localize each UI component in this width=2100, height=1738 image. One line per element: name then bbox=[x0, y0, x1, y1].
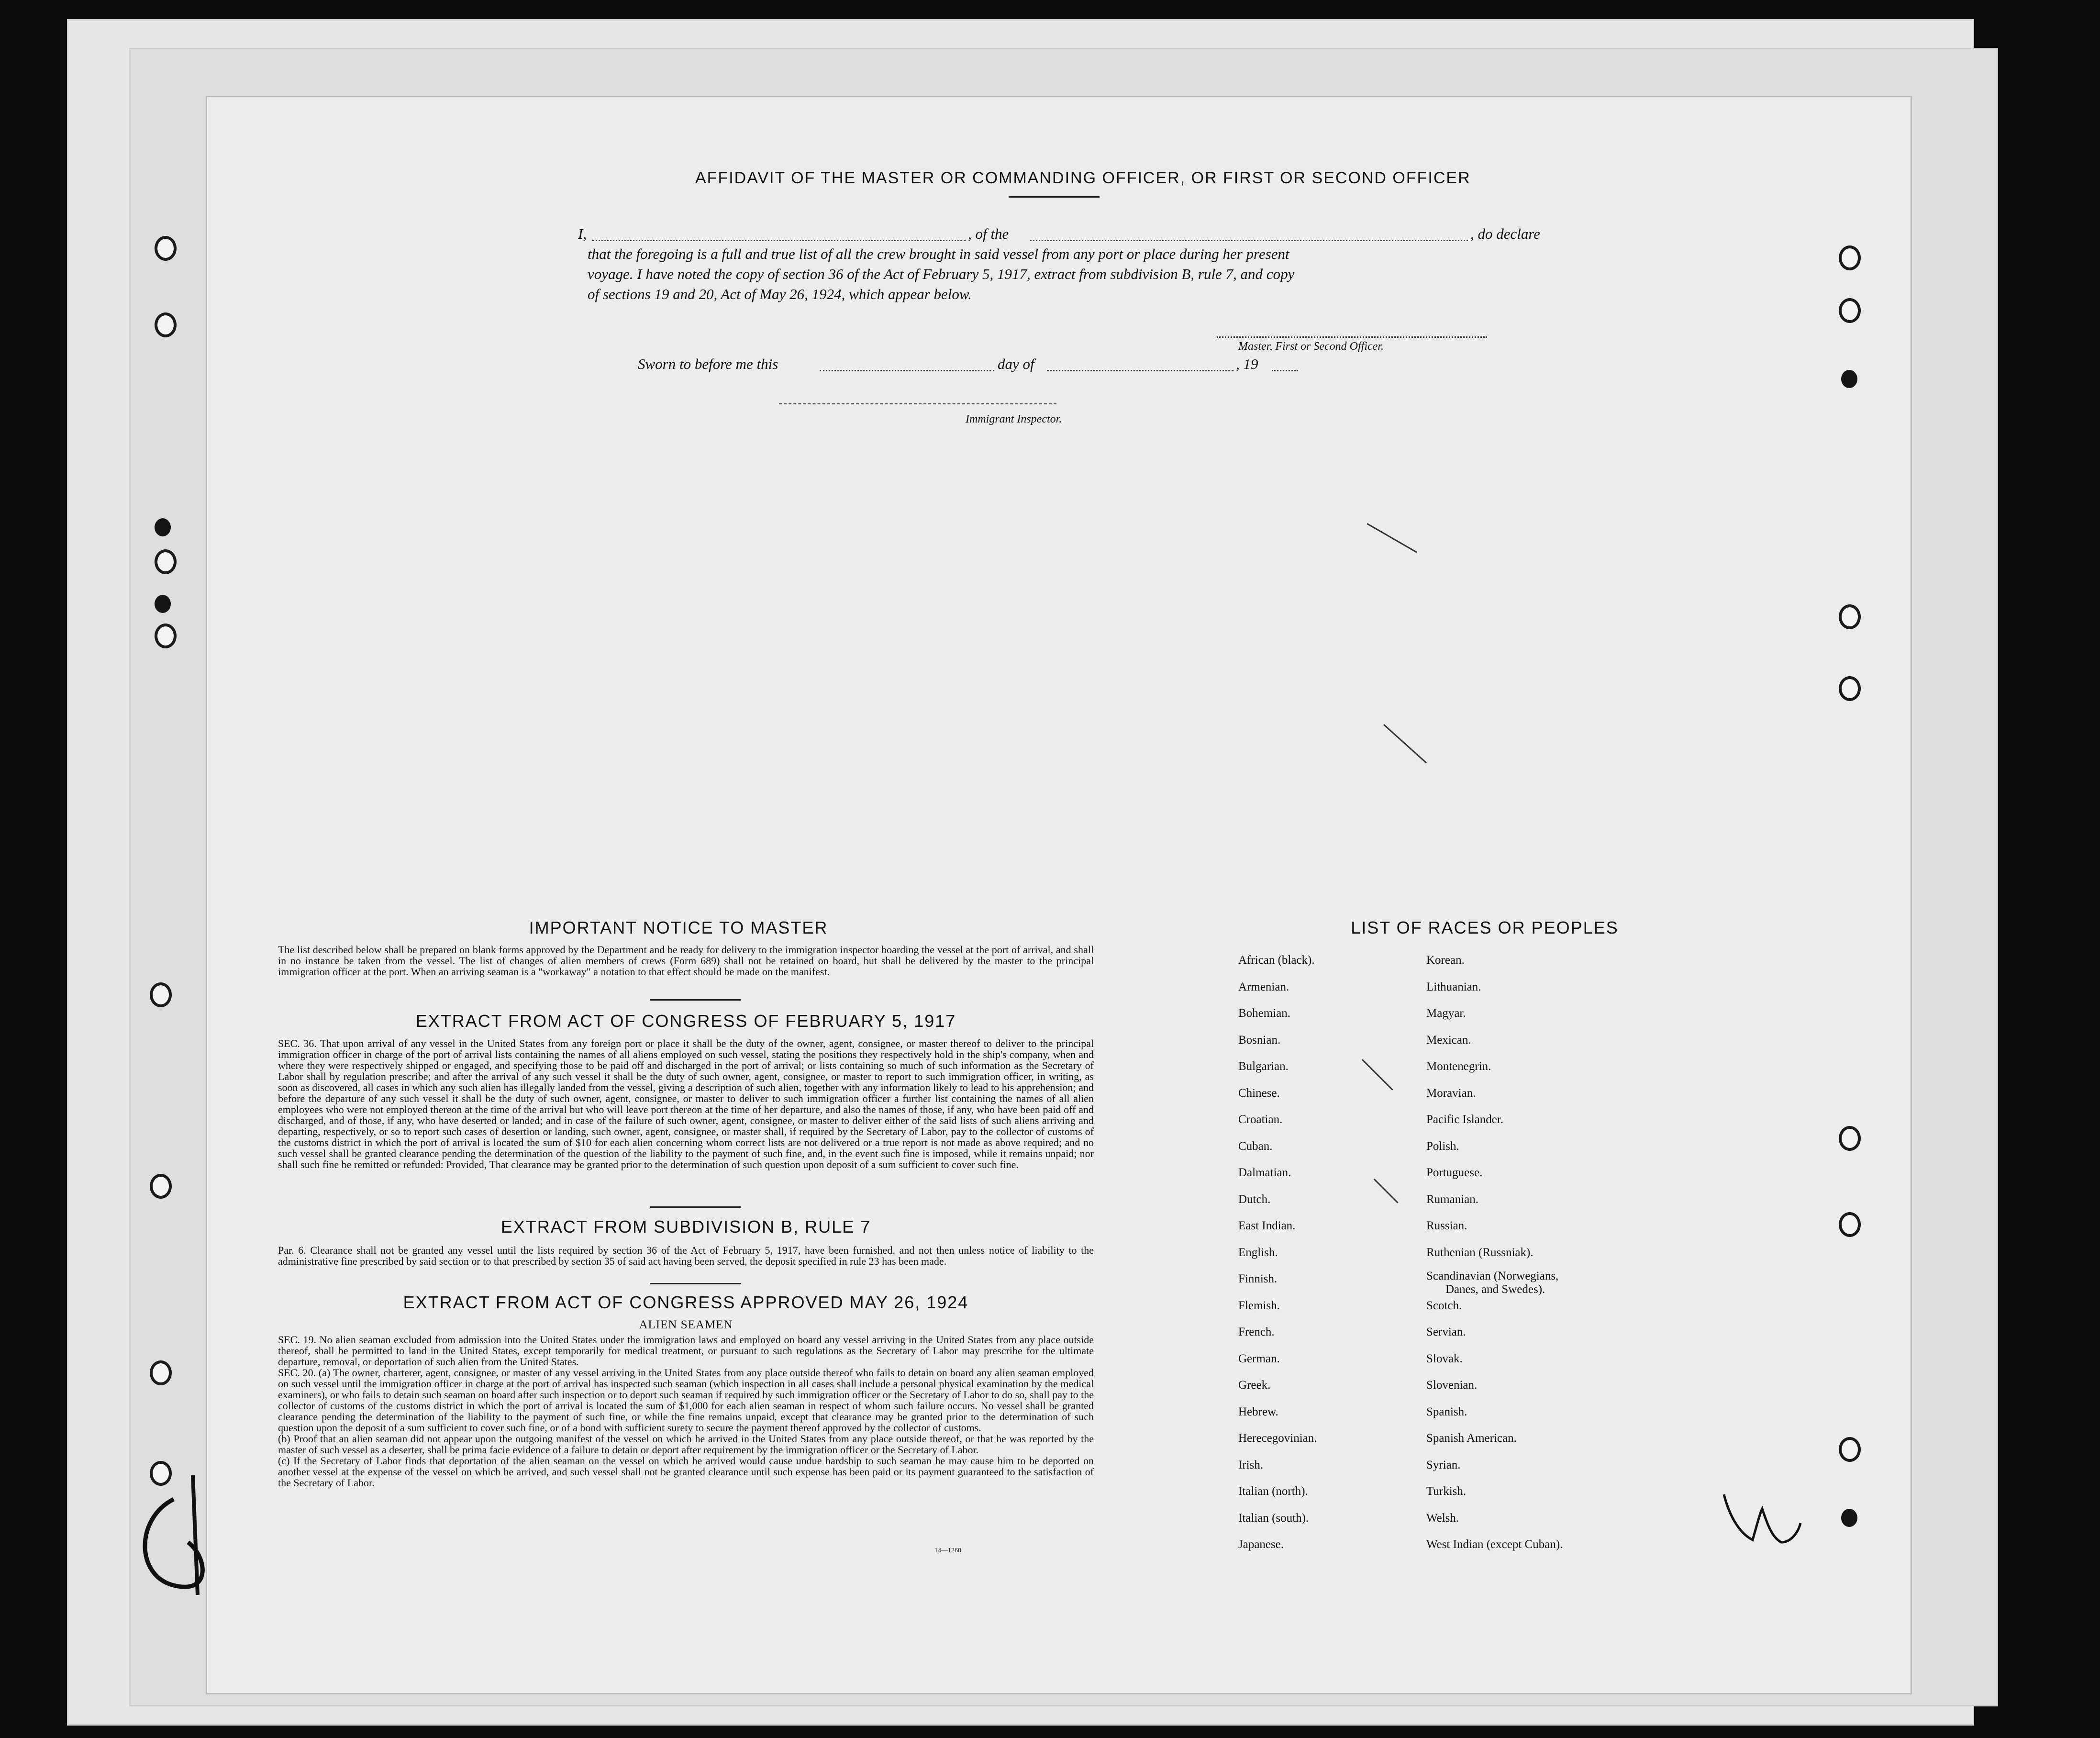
alien-seamen-subtitle: ALIEN SEAMEN bbox=[639, 1318, 733, 1331]
affidavit-line1 bbox=[578, 225, 1729, 245]
race-item: Dalmatian. bbox=[1238, 1166, 1291, 1179]
race-item: Armenian. bbox=[1238, 980, 1289, 993]
document-page bbox=[206, 96, 1912, 1694]
handwritten-mark bbox=[1719, 1490, 1805, 1547]
races-title: LIST OF RACES OR PEOPLES bbox=[1351, 918, 1619, 937]
race-item: Bosnian. bbox=[1238, 1033, 1281, 1047]
punch-hole bbox=[1839, 676, 1861, 701]
race-item: Moravian. bbox=[1426, 1086, 1476, 1100]
affidavit-line4: of sections 19 and 20, Act of May 26, 1924, which appear below. bbox=[588, 286, 972, 302]
affidavit-line3: voyage. I have noted the copy of section 36 of the Act of February 5, 1917, extract from subdivision B, rule 7, and copy bbox=[588, 266, 1295, 282]
sworn-year-blank bbox=[1272, 370, 1298, 371]
extract-rule7-body: Par. 6. Clearance shall not be granted any vessel until the lists required by section 36 of the Act of February 5, 1917, have been furnished, and not then unless notice of liability to the administrative fine prescribed by said section or to that prescribed by section 35 of said act having been served, the deposit specified in rule 23 has been made. bbox=[278, 1244, 1094, 1267]
of-the: , of the bbox=[968, 225, 1009, 242]
punch-hole bbox=[155, 518, 171, 536]
notice-body: The list described below shall be prepared on blank forms approved by the Department and be ready for delivery to the immigration inspector boarding the vessel at the port of arrival, and shall in no instance be taken from the vessel. The list of changes of alien members of crews (Form 689) shall not be retained on board, but shall be delivered by the master to the principal immigration officer at the port. When an arriving seaman is a "workaway" a notation to that effect should be made on the manifest. bbox=[278, 944, 1094, 978]
race-item: Russian. bbox=[1426, 1219, 1467, 1232]
punch-hole bbox=[150, 1174, 172, 1199]
signer-caption: Master, First or Second Officer. bbox=[1238, 340, 1384, 353]
title-divider bbox=[1009, 196, 1100, 198]
section-divider bbox=[650, 1283, 741, 1284]
races-column-2 bbox=[1426, 954, 1694, 1566]
punch-hole bbox=[1839, 298, 1861, 323]
punch-hole bbox=[155, 595, 171, 613]
section-divider bbox=[650, 999, 741, 1001]
race-item: Japanese. bbox=[1238, 1538, 1284, 1551]
inspector-caption: Immigrant Inspector. bbox=[966, 413, 1062, 425]
punch-hole bbox=[1839, 1437, 1861, 1462]
extract-1924-title: EXTRACT FROM ACT OF CONGRESS APPROVED MAY 26, 1924 bbox=[403, 1292, 969, 1312]
race-item: Spanish American. bbox=[1426, 1432, 1517, 1445]
race-item: Slovenian. bbox=[1426, 1379, 1478, 1392]
sec20b-text: (b) Proof that an alien seaman did not appear upon the outgoing manifest of the vessel on which he arrived in the United States from any place outside thereof, or that he was reported by the master of such vessel as a deserter, shall be prima facie evidence of a failure to detain or deport after requirement by the immigration officer or the Secretary of Labor. bbox=[278, 1433, 1094, 1456]
extract-1917-title: EXTRACT FROM ACT OF CONGRESS OF FEBRUARY 5, 1917 bbox=[415, 1011, 956, 1031]
race-item: Pacific Islander. bbox=[1426, 1113, 1504, 1126]
punch-hole bbox=[1839, 604, 1861, 629]
punch-hole bbox=[155, 312, 177, 337]
race-item: Dutch. bbox=[1238, 1192, 1271, 1206]
race-item: Bohemian. bbox=[1238, 1007, 1291, 1020]
sec19-text: SEC. 19. No alien seaman excluded from admission into the United States under the immigration laws and employed on board any vessel arriving in the United States from any place outside thereof, shall be permitted to land in the United States, except temporarily for medical treatment, or pursuant to such regulations as the Secretary of Labor may prescribe for the ultimate departure, removal, or deportation of such alien from the United States. bbox=[278, 1334, 1094, 1368]
section-divider bbox=[650, 1206, 741, 1208]
name-blank bbox=[592, 240, 966, 241]
punch-hole bbox=[155, 549, 177, 574]
race-item: Rumanian. bbox=[1426, 1192, 1479, 1206]
signature-blank bbox=[1217, 336, 1487, 338]
race-item: French. bbox=[1238, 1326, 1275, 1338]
punch-hole bbox=[1839, 245, 1861, 270]
race-item: Scotch. bbox=[1426, 1299, 1462, 1312]
race-item: Herecegovinian. bbox=[1238, 1432, 1317, 1445]
race-item: Servian. bbox=[1426, 1326, 1466, 1338]
pronoun: I, bbox=[578, 225, 587, 242]
race-item: Spanish. bbox=[1426, 1405, 1467, 1418]
affidavit-title: AFFIDAVIT OF THE MASTER OR COMMANDING OFFICER, OR FIRST OR SECOND OFFICER bbox=[695, 169, 1471, 187]
race-item: Turkish. bbox=[1426, 1485, 1467, 1498]
sworn-prefix: Sworn to before me this bbox=[638, 356, 778, 372]
sworn-year: , 19 bbox=[1236, 356, 1258, 372]
race-item: Italian (north). bbox=[1238, 1485, 1308, 1498]
race-item: Bulgarian. bbox=[1238, 1060, 1289, 1073]
sworn-line bbox=[638, 356, 1403, 375]
race-item: Magyar. bbox=[1426, 1007, 1466, 1020]
race-item: Croatian. bbox=[1238, 1113, 1283, 1126]
race-item: Ruthenian (Russniak). bbox=[1426, 1246, 1533, 1259]
race-item: Polish. bbox=[1426, 1139, 1459, 1153]
punch-hole bbox=[155, 624, 177, 648]
race-item: Italian (south). bbox=[1238, 1511, 1309, 1525]
punch-hole bbox=[1841, 1509, 1857, 1527]
race-item: Scandinavian (Norwegians, bbox=[1426, 1270, 1559, 1282]
punch-hole bbox=[150, 1360, 172, 1385]
race-item: Finnish. bbox=[1238, 1272, 1278, 1285]
sec20c-text: (c) If the Secretary of Labor finds that deportation of the alien seaman on the vessel on which he arrived would cause undue hardship to such seaman he may cause him to be deported on another vessel at the expense of the vessel on which he arrived, and such vessel shall not be granted clearance until such expense has been paid or its payment guaranteed to the satisfaction of the Secretary of Labor. bbox=[278, 1455, 1094, 1489]
race-item-continuation: Danes, and Swedes). bbox=[1445, 1283, 1545, 1296]
handwritten-scrawl bbox=[116, 1461, 269, 1614]
punch-hole bbox=[1841, 370, 1857, 388]
race-item: Irish. bbox=[1238, 1458, 1264, 1471]
sworn-day-of: day of bbox=[998, 356, 1034, 372]
race-item: Greek. bbox=[1238, 1379, 1271, 1392]
race-item: Syrian. bbox=[1426, 1458, 1461, 1471]
extract-rule7-title: EXTRACT FROM SUBDIVISION B, RULE 7 bbox=[500, 1217, 871, 1237]
race-item: African (black). bbox=[1238, 954, 1315, 967]
race-item: Cuban. bbox=[1238, 1139, 1273, 1153]
races-column-1 bbox=[1238, 954, 1420, 1566]
affidavit-line2: that the foregoing is a full and true list of all the crew brought in said vessel from any port or place during her present bbox=[588, 245, 1289, 262]
inspector-signature-line bbox=[779, 403, 1056, 404]
race-item: Portuguese. bbox=[1426, 1166, 1483, 1179]
race-item: Montenegrin. bbox=[1426, 1060, 1491, 1073]
do-declare: , do declare bbox=[1470, 225, 1541, 242]
race-item: Welsh. bbox=[1426, 1511, 1459, 1525]
race-item: Slovak. bbox=[1426, 1352, 1463, 1365]
notice-title: IMPORTANT NOTICE TO MASTER bbox=[529, 918, 828, 937]
extract-1924-body bbox=[278, 1334, 1094, 1488]
race-item: West Indian (except Cuban). bbox=[1426, 1538, 1563, 1551]
race-item: Flemish. bbox=[1238, 1299, 1280, 1312]
sworn-day-blank bbox=[820, 370, 994, 371]
pencil-mark bbox=[1367, 523, 1417, 553]
punch-hole bbox=[155, 236, 177, 261]
form-number: 14—1260 bbox=[934, 1547, 961, 1554]
race-item: Chinese. bbox=[1238, 1086, 1280, 1100]
race-item: Korean. bbox=[1426, 954, 1465, 967]
race-item: Lithuanian. bbox=[1426, 980, 1481, 993]
race-item: Hebrew. bbox=[1238, 1405, 1278, 1418]
race-item: English. bbox=[1238, 1246, 1278, 1259]
extract-1917-body: SEC. 36. That upon arrival of any vessel in the United States from any foreign port or place it shall be the duty of the owner, agent, consignee, or master thereof to deliver to the principal immigration officer in charge of the port of arrival lists containing the names of all aliens employed on such vessel, stating the positions they respectively hold in the ship's company, when and where they were respectively shipped or engaged, and specifying those to be paid off and discharged in the port of arrival; or lists containing so much of such information as the Secretary of Labor shall by regulation prescribe; and after the arrival of any such vessel it shall be the duty of such owner, agent, consignee, or master to report to such immigration officer, in writing, as soon as discovered, all cases in which any such alien has illegally landed from the vessel, giving a description of such alien, together with any information likely to lead to his apprehension; and before the departure of any such vessel it shall be the duty of such owner, agent, consignee, or master to deliver to such immigration officer a further list containing the names of all alien employees who were not employed thereon at the time of the arrival but who will leave port thereon at the time of her departure, and also the names of those, if any, who have been paid off and discharged, and of those, if any, who have deserted or landed; and in case of the failure of such owner, agent, consignee, or master to deliver either of the said lists of such aliens arriving and departing, respectively, or so to report such cases of desertion or landing, such owner, agent, consignee, or master shall, if required by the Secretary of Labor, pay to the collector of customs of the customs district in which the port of arrival is located the sum of $10 for each alien concerning whom correct lists are not delivered or a true report is not made as above required; and no such vessel shall be granted clearance pending the determination of the question of the liability to the payment of such fine, and, in the event such fine is imposed, while it remains unpaid; nor shall such fine be remitted or refunded: Provided, That clearance may be granted prior to the determination of such question upon deposit of a sum sufficient to cover such fine. bbox=[278, 1037, 1094, 1170]
punch-hole bbox=[1839, 1126, 1861, 1151]
pencil-mark bbox=[1383, 724, 1427, 764]
race-item: Mexican. bbox=[1426, 1033, 1471, 1047]
vessel-blank bbox=[1030, 240, 1468, 241]
race-item: German. bbox=[1238, 1352, 1280, 1365]
sec20a-text: SEC. 20. (a) The owner, charterer, agent, consignee, or master of any vessel arriving in the United States from any place outside thereof who fails to detain on board any alien seaman employed on such vessel until the immigration officer in charge at the port of arrival has inspected such seaman (which inspection in all cases shall include a personal physical examination by the medical examiners), or who fails to detain such seaman on board after such inspection or to deport such seaman if required by such immigration officer or the Secretary of Labor to do so, shall pay to the collector of customs of the customs district in which the port of arrival is located the sum of $1,000 for each alien seaman in respect of whom such failure occurs. No vessel shall be granted clearance pending the determination of the liability to the payment of such fine, or while the fine remains unpaid, except that clearance may be granted prior to the determination of such question upon the deposit of a sum sufficient to cover such fine, or of a bond with sufficient surety to secure the payment thereof approved by the collector of customs. bbox=[278, 1367, 1094, 1434]
punch-hole bbox=[150, 982, 172, 1007]
sworn-month-blank bbox=[1047, 370, 1233, 371]
race-item: East Indian. bbox=[1238, 1219, 1296, 1232]
punch-hole bbox=[1839, 1212, 1861, 1237]
